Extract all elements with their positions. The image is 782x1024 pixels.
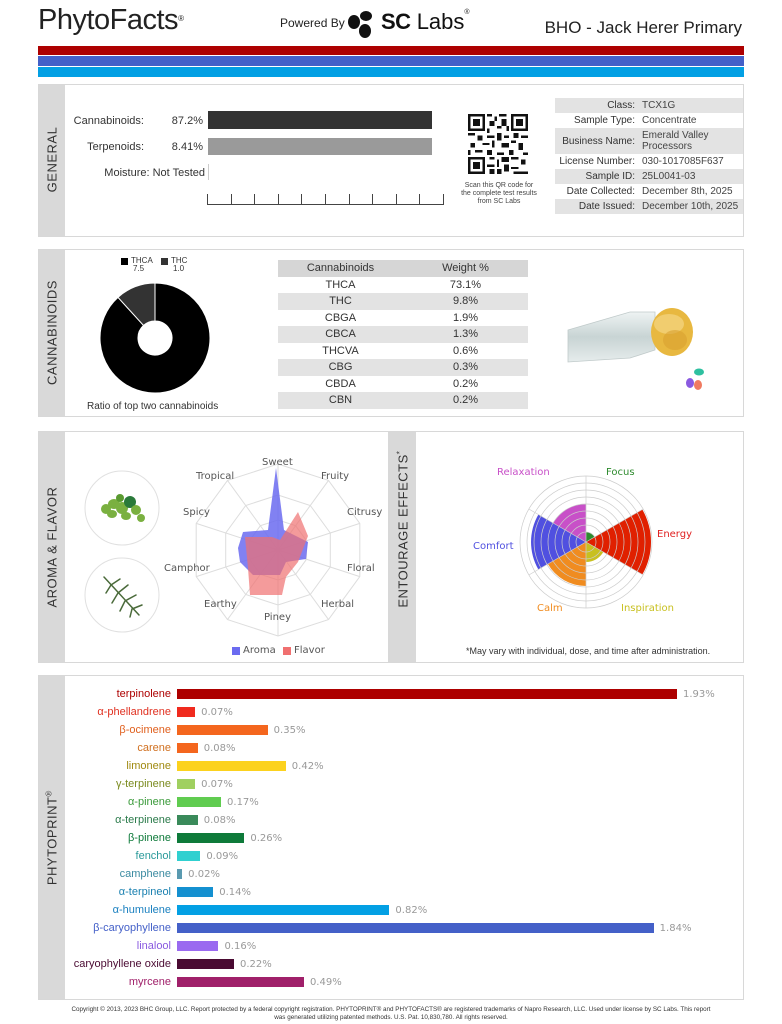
terpene-name: terpinolene bbox=[116, 688, 171, 700]
cannabinoid-name: THC bbox=[329, 295, 352, 307]
table-row bbox=[278, 293, 528, 310]
table-row bbox=[278, 277, 528, 294]
aroma-legend-label: Aroma bbox=[243, 645, 276, 656]
terpene-row bbox=[60, 775, 233, 793]
document-title: BHO - Jack Herer Primary bbox=[544, 18, 742, 37]
terpene-bar bbox=[177, 977, 304, 987]
terpene-name: α-humulene bbox=[112, 904, 171, 916]
info-row-date-issued bbox=[555, 199, 743, 214]
effect-label-inspiration: Inspiration bbox=[621, 603, 675, 614]
terpene-name: α-terpineol bbox=[118, 886, 171, 898]
copyright-line-1: Copyright © 2013, 2023 BHC Group, LLC. Report protected by a federal copyright registration. PHYTOPRINT® and PHYTOFACTS® are registered trademarks of Napro Research, LLC. Used under license by SC Labs. This report bbox=[71, 1006, 711, 1013]
cannabinoid-name: THCVA bbox=[322, 344, 359, 357]
axis-label-floral: Floral bbox=[347, 563, 375, 574]
sc-labs-bold: SC bbox=[381, 9, 411, 34]
stripe-red bbox=[38, 46, 744, 55]
terpene-name: α-pinene bbox=[127, 796, 171, 808]
terpenoids-bar bbox=[208, 138, 432, 155]
terpene-name: linalool bbox=[136, 940, 171, 952]
terpene-name: carene bbox=[137, 742, 171, 754]
terpene-row bbox=[60, 793, 259, 811]
terpene-bar bbox=[177, 887, 213, 897]
terpene-bar bbox=[177, 941, 218, 951]
phytoprint-label-text: PHYTOPRINT bbox=[44, 796, 60, 886]
table-row bbox=[278, 392, 528, 409]
terpene-name: myrcene bbox=[128, 976, 171, 988]
terpene-value: 0.09% bbox=[206, 850, 239, 862]
axis-label-piney: Piney bbox=[264, 612, 291, 623]
table-row bbox=[278, 343, 528, 360]
info-key: Sample ID: bbox=[585, 171, 635, 182]
terpene-value: 0.07% bbox=[201, 706, 233, 718]
info-row-class bbox=[555, 98, 743, 113]
cannabinoids-bar bbox=[208, 111, 432, 129]
thc-legend-value: 1.0 bbox=[173, 264, 185, 273]
thca-legend-name: THCA bbox=[131, 256, 153, 265]
cannabinoid-weight: 1.9% bbox=[452, 311, 479, 324]
flavor-legend-label: Flavor bbox=[294, 645, 325, 656]
effect-label-focus: Focus bbox=[606, 467, 635, 478]
info-value: December 10th, 2025 bbox=[642, 201, 739, 212]
terpene-bar bbox=[177, 959, 234, 969]
info-row-business-name bbox=[555, 128, 743, 154]
cannabinoid-name: CBN bbox=[328, 394, 353, 406]
info-value: Emerald Valley Processors bbox=[642, 130, 709, 152]
effect-label-comfort: Comfort bbox=[473, 541, 514, 552]
info-key: Sample Type: bbox=[574, 115, 635, 126]
info-key: License Number: bbox=[559, 156, 635, 167]
thc-legend-swatch bbox=[161, 258, 168, 265]
general-axis-ticks bbox=[207, 194, 444, 205]
terpene-bar bbox=[177, 725, 268, 735]
cannabinoid-weight: 0.3% bbox=[452, 361, 479, 373]
terpene-row bbox=[60, 865, 220, 883]
aroma-section-label: AROMA & FLAVOR bbox=[44, 486, 60, 608]
aroma-legend bbox=[232, 645, 362, 657]
flavor-legend-swatch bbox=[283, 647, 291, 655]
stripe-cyan bbox=[38, 67, 744, 77]
table-row bbox=[278, 310, 528, 327]
cannabinoid-name: CBGA bbox=[324, 311, 357, 324]
table-row bbox=[278, 359, 528, 376]
terpene-value: 0.26% bbox=[250, 832, 283, 844]
table-row bbox=[278, 376, 528, 393]
terpenoids-label: Terpenoids: bbox=[87, 141, 144, 153]
info-value: 25L0041-03 bbox=[642, 171, 696, 182]
effect-label-relaxation: Relaxation bbox=[497, 467, 550, 478]
hops-icon bbox=[84, 470, 160, 546]
pine-branch-icon bbox=[84, 557, 160, 633]
cannabinoid-weight: 0.6% bbox=[452, 344, 479, 357]
info-row-sample-id bbox=[555, 169, 743, 184]
info-key: Date Collected: bbox=[566, 186, 635, 197]
terpene-row bbox=[60, 757, 324, 775]
terpene-value: 0.02% bbox=[188, 868, 220, 880]
ratio-caption: Ratio of top two cannabinoids bbox=[87, 401, 219, 412]
moisture-label-text: Moisture: bbox=[104, 167, 150, 179]
terpene-value: 0.42% bbox=[291, 760, 324, 772]
info-value: December 8th, 2025 bbox=[642, 186, 733, 197]
terpene-name: β-ocimene bbox=[119, 724, 171, 736]
thca-legend-swatch bbox=[121, 258, 128, 265]
ratio-donut-chart bbox=[99, 282, 211, 394]
info-value: Concentrate bbox=[642, 115, 697, 126]
terpene-value: 0.82% bbox=[395, 904, 428, 916]
terpene-name: caryophyllene oxide bbox=[73, 958, 171, 970]
sc-labs-mark: ® bbox=[464, 9, 470, 16]
effects-section-label bbox=[395, 450, 411, 608]
terpene-bar bbox=[177, 689, 677, 699]
phytoprint-section-label bbox=[44, 778, 59, 898]
effect-label-energy: Energy bbox=[657, 529, 693, 540]
info-value: 030-1017085F637 bbox=[642, 156, 724, 167]
terpene-row bbox=[60, 703, 233, 721]
terpene-value: 0.14% bbox=[219, 886, 252, 898]
axis-label-earthy: Earthy bbox=[204, 599, 237, 610]
stripe-blue bbox=[38, 56, 744, 66]
ratio-legend bbox=[121, 257, 201, 277]
terpene-value: 0.49% bbox=[309, 976, 342, 988]
terpene-value: 0.07% bbox=[201, 778, 233, 790]
terpene-row bbox=[60, 829, 282, 847]
sc-labs-text: Labs bbox=[416, 9, 465, 34]
terpene-value: 0.08% bbox=[203, 814, 236, 826]
cannabinoid-weight: 9.8% bbox=[452, 295, 479, 307]
moisture-bar bbox=[208, 164, 209, 180]
terpene-name: α-phellandrene bbox=[97, 706, 171, 718]
terpene-bar bbox=[177, 707, 195, 717]
terpene-value: 1.84% bbox=[659, 922, 692, 934]
terpene-value: 0.16% bbox=[224, 940, 257, 952]
cannabinoid-weight: 1.3% bbox=[452, 328, 479, 340]
table-header bbox=[278, 260, 528, 277]
terpene-bar bbox=[177, 905, 389, 915]
cannabinoid-name: CBCA bbox=[325, 328, 356, 340]
terpene-row bbox=[60, 919, 691, 937]
info-row-license-number bbox=[555, 154, 743, 169]
sc-labs-name bbox=[381, 9, 470, 35]
cannabinoid-name: CBDA bbox=[325, 377, 356, 390]
sample-info-table bbox=[555, 98, 743, 214]
terpene-name: γ-terpinene bbox=[115, 778, 171, 790]
terpene-row bbox=[60, 955, 272, 973]
terpene-row bbox=[60, 901, 427, 919]
info-value: TCX1G bbox=[642, 100, 676, 111]
general-section-label: GENERAL bbox=[44, 126, 60, 193]
header-weight: Weight % bbox=[442, 262, 489, 274]
axis-label-herbal: Herbal bbox=[321, 599, 355, 610]
thca-legend-value: 7.5 bbox=[133, 264, 145, 273]
powered-by-label: Powered By bbox=[280, 16, 345, 30]
copyright-line-2: was generated utilizing patented methods. U.S. Pat. 10,830,780. All rights reserved. bbox=[274, 1013, 508, 1021]
terpene-name: β-caryophyllene bbox=[93, 922, 171, 934]
info-key: Business Name: bbox=[562, 135, 635, 147]
terpene-bar bbox=[177, 743, 198, 753]
entourage-effects-wheel-chart bbox=[516, 472, 656, 612]
info-row-date-collected bbox=[555, 184, 743, 199]
cannabinoid-name: CBG bbox=[328, 361, 353, 373]
terpene-row bbox=[60, 721, 305, 739]
phytoprint-label-mark: ® bbox=[44, 790, 54, 797]
axis-label-tropical: Tropical bbox=[196, 471, 235, 482]
terpene-name: limonene bbox=[126, 760, 171, 772]
axis-label-fruity: Fruity bbox=[321, 471, 350, 482]
aroma-legend-swatch bbox=[232, 647, 240, 655]
terpene-name: fenchol bbox=[135, 850, 171, 862]
info-key: Class: bbox=[607, 100, 635, 111]
terpene-value: 1.93% bbox=[683, 688, 715, 700]
thc-legend-name: THC bbox=[171, 256, 188, 265]
cannabinoid-name: THCA bbox=[325, 278, 356, 291]
terpene-value: 0.08% bbox=[203, 742, 236, 754]
axis-label-spicy: Spicy bbox=[183, 507, 210, 518]
brand-logo bbox=[38, 4, 183, 37]
qr-caption: Scan this QR code for the complete test results from SC Labs bbox=[461, 182, 537, 205]
terpene-row bbox=[60, 685, 715, 703]
terpene-value: 0.17% bbox=[227, 796, 259, 808]
table-row bbox=[278, 326, 528, 343]
terpene-bar bbox=[177, 923, 654, 933]
info-row-sample-type bbox=[555, 113, 743, 128]
terpene-bar bbox=[177, 851, 200, 861]
terpene-bar bbox=[177, 797, 221, 807]
terpene-row bbox=[60, 883, 251, 901]
header-cannabinoids: Cannabinoids bbox=[306, 262, 375, 274]
terpene-name: β-pinene bbox=[127, 832, 171, 844]
brand-mark: ® bbox=[178, 14, 184, 23]
cannabinoid-weight: 0.2% bbox=[452, 377, 479, 390]
moisture-value: Not Tested bbox=[152, 167, 205, 179]
cannabinoid-weight: 73.1% bbox=[449, 278, 482, 291]
terpene-bar bbox=[177, 833, 244, 843]
effects-label-text: ENTOURAGE EFFECTS bbox=[395, 454, 411, 608]
terpene-row bbox=[60, 973, 342, 991]
cannabinoid-weight: 0.2% bbox=[452, 394, 479, 406]
terpene-bar bbox=[177, 779, 195, 789]
copyright-footer bbox=[38, 1006, 744, 1021]
effects-label-mark: * bbox=[395, 450, 405, 455]
axis-label-sweet: Sweet bbox=[262, 457, 293, 468]
terpene-bar bbox=[177, 815, 198, 825]
terpenoids-value: 8.41% bbox=[171, 141, 203, 153]
cannabinoids-section-label: CANNABINOIDS bbox=[44, 280, 60, 385]
cannabinoid-table bbox=[278, 260, 528, 409]
cannabinoids-value: 87.2% bbox=[171, 115, 203, 127]
axis-label-camphor: Camphor bbox=[164, 563, 210, 574]
cannabinoids-label: Cannabinoids: bbox=[73, 115, 144, 127]
terpene-name: α-terpinene bbox=[115, 814, 171, 826]
terpene-row bbox=[60, 811, 236, 829]
brand-name: PhytoFacts bbox=[38, 4, 179, 36]
qr-code-icon[interactable] bbox=[468, 114, 528, 174]
info-key: Date Issued: bbox=[578, 201, 635, 212]
terpene-row bbox=[60, 739, 236, 757]
terpene-row bbox=[60, 937, 256, 955]
effects-footnote: *May vary with individual, dose, and time after administration. bbox=[466, 646, 711, 656]
terpene-name: camphene bbox=[119, 868, 171, 880]
concentrate-product-icon bbox=[565, 300, 715, 395]
axis-label-citrusy: Citrusy bbox=[347, 507, 383, 518]
terpene-value: 0.35% bbox=[273, 724, 306, 736]
terpene-row bbox=[60, 847, 238, 865]
moisture-label bbox=[60, 167, 205, 179]
terpene-value: 0.22% bbox=[239, 958, 272, 970]
effect-label-calm: Calm bbox=[537, 603, 563, 614]
sc-labs-logo-icon bbox=[345, 9, 375, 39]
terpene-bar bbox=[177, 761, 286, 771]
terpene-bar bbox=[177, 869, 182, 879]
